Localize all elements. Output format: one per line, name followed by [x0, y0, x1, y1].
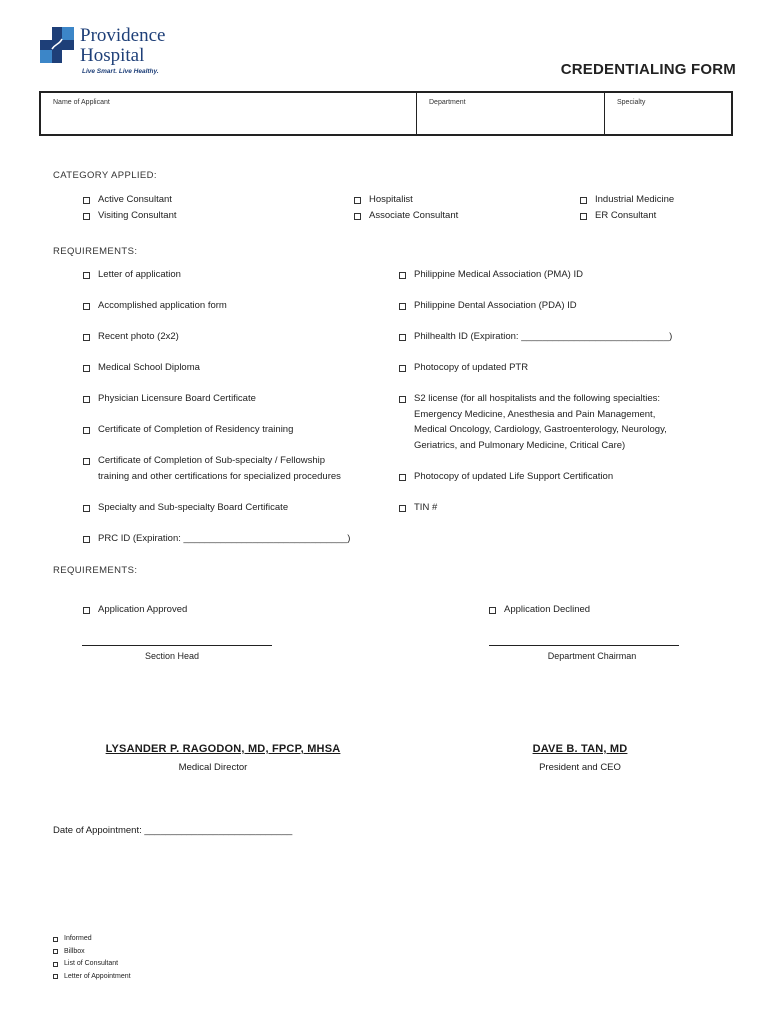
requirements-label: REQUIREMENTS:	[53, 246, 138, 257]
req-philhealth-id[interactable]: Philhealth ID (Expiration: ____________________________)	[399, 329, 672, 345]
department-chairman-caption: Department Chairman	[547, 651, 637, 661]
president-name: DAVE B. TAN, MD	[532, 743, 628, 755]
president-title: President and CEO	[539, 762, 621, 773]
checkbox-icon	[580, 213, 587, 220]
section-head-signature-line[interactable]	[82, 645, 272, 646]
req-ptr-photocopy[interactable]: Photocopy of updated PTR	[399, 360, 528, 376]
checkbox-icon	[83, 458, 90, 465]
checkbox-icon	[489, 607, 496, 614]
checkbox-icon	[83, 607, 90, 614]
category-label: CATEGORY APPLIED:	[53, 170, 157, 181]
req-recent-photo[interactable]: Recent photo (2x2)	[83, 329, 179, 345]
checkbox-icon	[83, 197, 90, 204]
category-col1	[83, 192, 177, 223]
req-pda-id[interactable]: Philippine Dental Association (PDA) ID	[399, 298, 577, 314]
medical-director-name: LYSANDER P. RAGODON, MD, FPCP, MHSA	[105, 743, 341, 755]
req-application-form[interactable]: Accomplished application form	[83, 298, 227, 314]
checkbox-icon	[399, 334, 406, 341]
checkbox-icon	[53, 937, 58, 942]
footer-item-letter-of-appointment[interactable]: Letter of Appointment	[53, 971, 131, 984]
checkbox-icon	[399, 365, 406, 372]
checkbox-icon	[83, 505, 90, 512]
checkbox-icon	[354, 197, 361, 204]
medical-director-title: Medical Director	[178, 762, 248, 773]
department-chairman-signature-line[interactable]	[489, 645, 679, 646]
hospital-name	[80, 26, 165, 66]
checkbox-icon	[83, 536, 90, 543]
checkbox-icon	[83, 334, 90, 341]
req-pma-id[interactable]: Philippine Medical Association (PMA) ID	[399, 267, 583, 283]
footer-item-list-of-consultant[interactable]: List of Consultant	[53, 958, 131, 971]
checkbox-application-approved[interactable]: Application Approved	[83, 602, 187, 618]
checkbox-icon	[83, 303, 90, 310]
department-label: Department	[429, 99, 466, 106]
checkbox-icon	[580, 197, 587, 204]
req-residency-certificate[interactable]: Certificate of Completion of Residency training	[83, 422, 293, 438]
checkbox-icon	[354, 213, 361, 220]
checkbox-associate-consultant[interactable]: Associate Consultant	[354, 208, 458, 224]
req-medical-school-diploma[interactable]: Medical School Diploma	[83, 360, 200, 376]
hospital-tagline: Live Smart. Live Healthy.	[82, 68, 159, 75]
req-letter-of-application[interactable]: Letter of application	[83, 267, 181, 283]
footer-item-billbox[interactable]: Billbox	[53, 946, 131, 959]
category-col2	[354, 192, 458, 223]
checkbox-icon	[399, 474, 406, 481]
specialty-label: Specialty	[617, 99, 646, 106]
req-board-certificate[interactable]: Specialty and Sub-specialty Board Certificate	[83, 500, 288, 516]
checkbox-icon	[83, 365, 90, 372]
checkbox-visiting-consultant[interactable]: Visiting Consultant	[83, 208, 177, 224]
approval-label: REQUIREMENTS:	[53, 565, 138, 576]
req-prc-id[interactable]: PRC ID (Expiration: _______________________________)	[83, 531, 350, 547]
category-col3	[580, 192, 674, 223]
req-licensure-board-certificate[interactable]: Physician Licensure Board Certificate	[83, 391, 256, 407]
checkbox-icon	[399, 303, 406, 310]
applicant-info-box	[39, 91, 733, 136]
req-s2-license[interactable]: S2 license (for all hospitalists and the following specialties: Emergency Medicine, Anesthesia and Pain Management, Medical Oncology, Cardiology, Gastroenterology, Neurology, Geriatrics, and Pulmonary Medicine, Critical Care)	[399, 391, 667, 453]
checkbox-icon	[399, 272, 406, 279]
req-life-support-certification[interactable]: Photocopy of updated Life Support Certification	[399, 469, 613, 485]
checkbox-icon	[83, 396, 90, 403]
specialty-field[interactable]	[605, 93, 731, 134]
checkbox-active-consultant[interactable]: Active Consultant	[83, 192, 177, 208]
checkbox-icon	[83, 272, 90, 279]
checkbox-icon	[53, 974, 58, 979]
hospital-name-line1: Providence	[80, 25, 166, 46]
hospital-name-line2: Hospital	[80, 45, 145, 66]
checkbox-icon	[83, 427, 90, 434]
checkbox-icon	[399, 396, 406, 403]
checkbox-hospitalist[interactable]: Hospitalist	[354, 192, 458, 208]
applicant-name-field[interactable]	[41, 93, 417, 134]
checkbox-icon	[53, 949, 58, 954]
department-field[interactable]	[417, 93, 605, 134]
checkbox-industrial-medicine[interactable]: Industrial Medicine	[580, 192, 674, 208]
checkbox-icon	[399, 505, 406, 512]
footer-checklist	[53, 933, 131, 983]
form-title: CREDENTIALING FORM	[560, 61, 736, 78]
checkbox-application-declined[interactable]: Application Declined	[489, 602, 590, 618]
footer-item-informed[interactable]: Informed	[53, 933, 131, 946]
req-tin[interactable]: TIN #	[399, 500, 437, 516]
checkbox-icon	[83, 213, 90, 220]
checkbox-icon	[53, 962, 58, 967]
checkbox-er-consultant[interactable]: ER Consultant	[580, 208, 674, 224]
applicant-name-label: Name of Applicant	[53, 99, 110, 106]
medical-cross-icon	[40, 27, 74, 63]
date-of-appointment[interactable]: Date of Appointment: ____________________________	[53, 825, 293, 836]
section-head-caption: Section Head	[144, 651, 200, 661]
req-fellowship-certificate[interactable]: Certificate of Completion of Sub-specialty / Fellowship training and other certifications for specialized procedures	[83, 453, 341, 484]
